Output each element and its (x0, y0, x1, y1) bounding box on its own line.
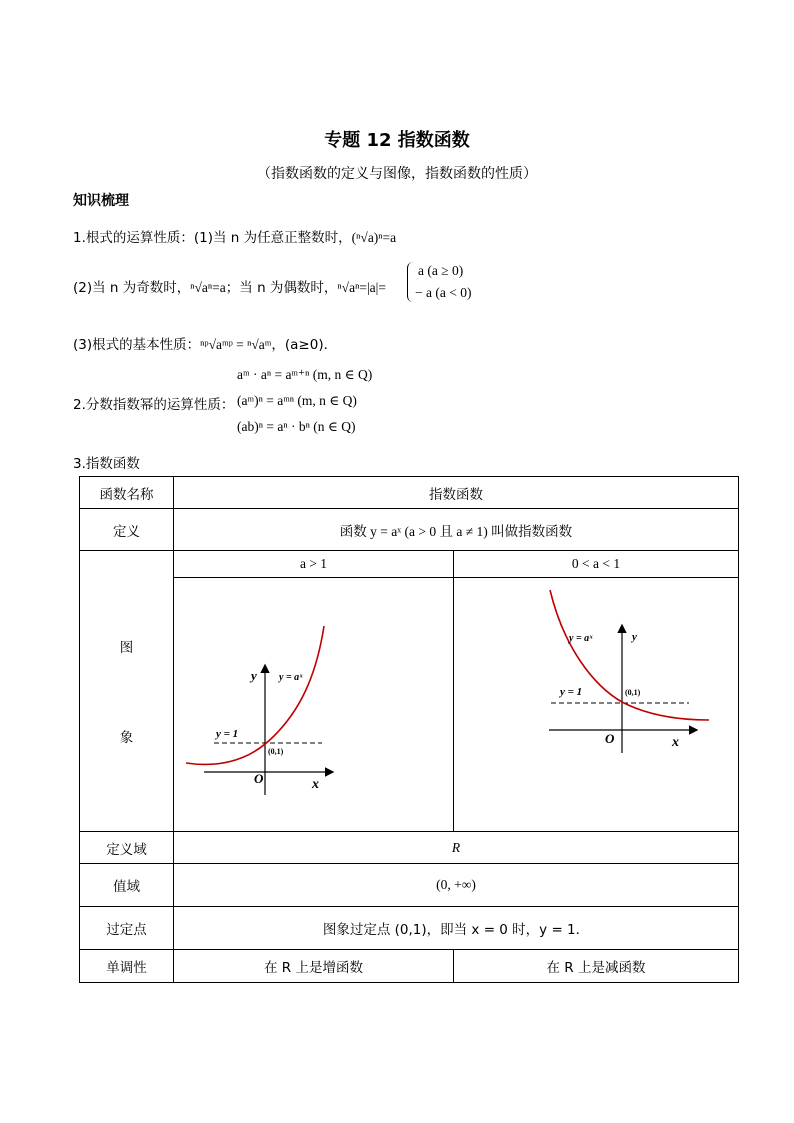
item3-cond: ，(a≥0)． (271, 337, 338, 353)
graph-label-1: 图 (119, 640, 134, 656)
curve-label: y = aˣ (569, 633, 593, 644)
name-value: 指数函数 (174, 477, 739, 509)
domain-value: R (174, 832, 739, 864)
exponential-function-table (79, 476, 739, 983)
graph-right-cell (454, 578, 739, 832)
fixed-point-label: 过定点 (80, 907, 174, 950)
point-label: (0,1) (625, 688, 641, 697)
radical-property-2 (73, 276, 386, 296)
col-left-header: a > 1 (174, 551, 454, 578)
item3-prefix: (3)根式的基本性质： (73, 337, 201, 353)
table-row (80, 477, 739, 509)
fractional-power-heading: 2.分数指数幂的运算性质： (73, 397, 235, 413)
item1-formula: (ⁿ√a)ⁿ=a (351, 230, 397, 245)
table-row (80, 950, 739, 983)
power-rule-1: aᵐ · aⁿ = aᵐ⁺ⁿ (m, n ∈ Q) (237, 367, 373, 382)
range-value: (0, +∞) (174, 864, 739, 907)
monotonicity-label: 单调性 (80, 950, 174, 983)
col-right-header: 0 < a < 1 (454, 551, 739, 578)
graph-left-cell (174, 578, 454, 832)
graph-increasing (174, 578, 453, 831)
radical-property-1 (73, 226, 396, 246)
item2-prefix: (2)当 n 为奇数时， (73, 280, 191, 296)
item2-mid: ；当 n 为偶数时， (225, 280, 338, 296)
power-rule-2: (aᵐ)ⁿ = aᵐⁿ (m, n ∈ Q) (237, 393, 357, 408)
item2-odd: ⁿ√aⁿ=a (190, 280, 226, 295)
table-row (80, 578, 739, 832)
def-value: 函数 y = aˣ (a > 0 且 a ≠ 1) 叫做指数函数 (174, 509, 739, 551)
power-rule-3: (ab)ⁿ = aⁿ · bⁿ (n ∈ Q) (237, 419, 356, 434)
radical-property-3 (73, 333, 337, 353)
point-label: (0,1) (268, 747, 284, 756)
item2-case2: − a (a < 0) (415, 285, 472, 300)
origin-label: O (605, 731, 615, 746)
decreasing-curve (550, 590, 709, 720)
item2-case1: a (a ≥ 0) (418, 263, 464, 278)
table-row (80, 907, 739, 950)
monotonicity-left: 在 R 上是增函数 (174, 950, 454, 983)
origin-label: O (254, 771, 264, 786)
table-row (80, 509, 739, 551)
range-label: 值域 (80, 864, 174, 907)
line-label: y = 1 (216, 728, 239, 740)
x-axis-label: x (312, 777, 319, 792)
fixed-point-value: 图象过定点 (0,1)，即当 x = 0 时，y = 1． (174, 907, 739, 950)
name-label: 函数名称 (80, 477, 174, 509)
x-axis-label: x (672, 735, 679, 750)
graph-label-2: 象 (119, 730, 134, 746)
item3-formula: ⁿᵖ√aᵐᵖ = ⁿ√aᵐ (200, 337, 272, 352)
table-row (80, 551, 739, 578)
graph-label (80, 551, 174, 832)
curve-label: y = aˣ (279, 672, 303, 683)
y-axis-label: y (632, 631, 637, 643)
exp-function-heading: 3.指数函数 (73, 456, 140, 472)
item2-even: ⁿ√aⁿ=|a|= (337, 280, 386, 295)
increasing-curve (186, 626, 324, 764)
def-label: 定义 (80, 509, 174, 551)
page-title: 专题 12 指数函数 (324, 130, 470, 151)
domain-label: 定义域 (80, 832, 174, 864)
monotonicity-right: 在 R 上是减函数 (454, 950, 739, 983)
graph-decreasing (454, 578, 738, 831)
section-heading: 知识梳理 (73, 193, 129, 209)
line-label: y = 1 (560, 686, 583, 698)
item1-prefix: 1.根式的运算性质：(1)当 n 为任意正整数时， (73, 230, 352, 246)
table-row (80, 832, 739, 864)
y-axis-label: y (251, 668, 257, 683)
table-row (80, 864, 739, 907)
page-subtitle: （指数函数的定义与图像，指数函数的性质） (257, 166, 537, 182)
